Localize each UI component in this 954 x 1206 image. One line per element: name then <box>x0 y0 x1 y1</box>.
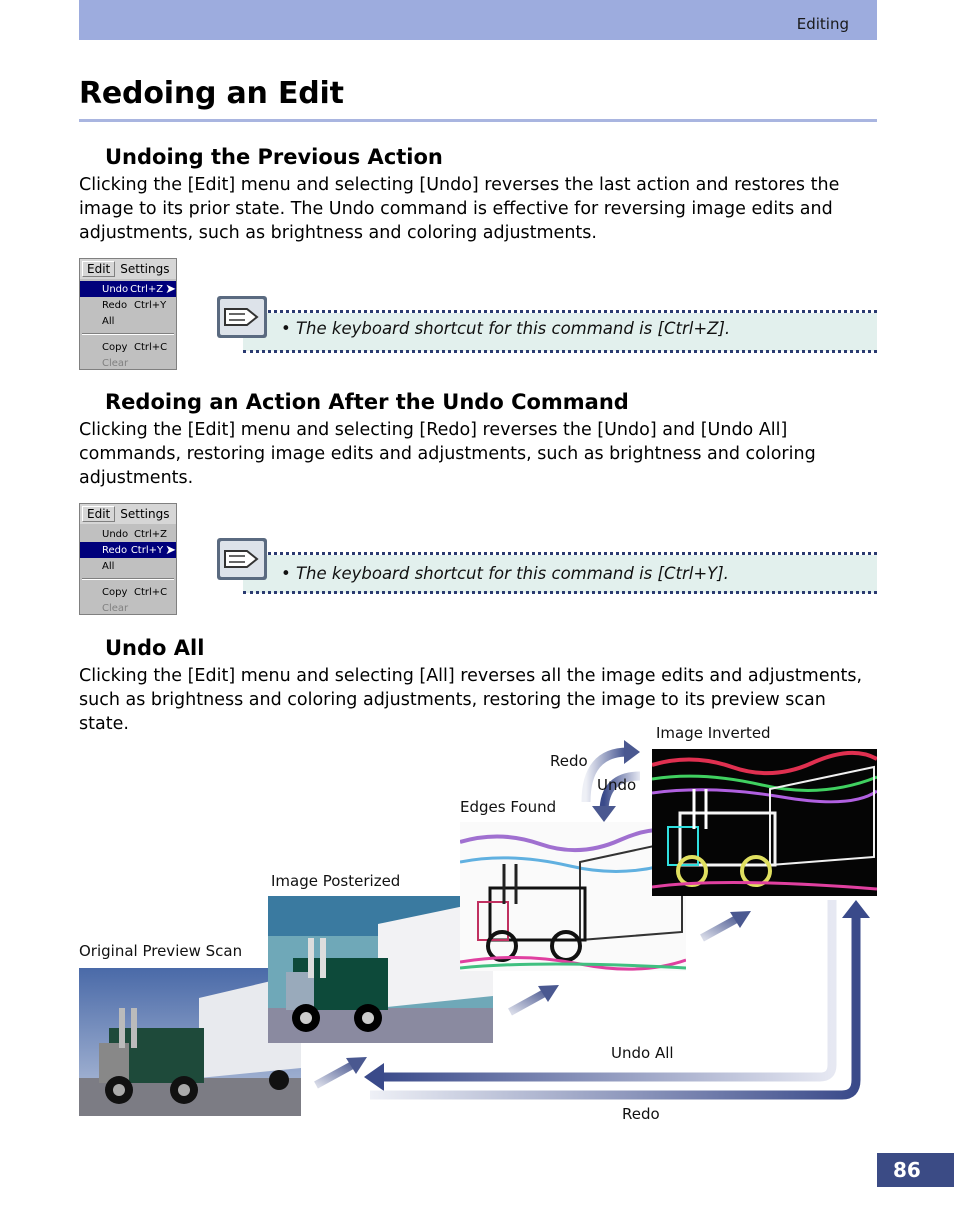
cursor-icon: ➤ <box>165 542 176 558</box>
section-body-undo: Clicking the [Edit] menu and selecting [Undo] reverses the last action and restores the image to its prior state. The Undo command is effective for reversing image edits and adjustments, such as brightness and coloring adjustments. <box>79 175 840 243</box>
menu-item-redo: Redo Ctrl+Y <box>102 299 167 311</box>
section-heading-redo: Redoing an Action After the Undo Command <box>105 390 629 414</box>
truck-inverted-image <box>652 749 877 896</box>
caption-posterized: Image Posterized <box>271 872 401 890</box>
menu-item-copy: Copy Ctrl+C <box>102 341 168 353</box>
section-label: Editing <box>796 15 849 33</box>
menu-settings: Settings <box>120 262 170 276</box>
caption-original: Original Preview Scan <box>79 942 243 960</box>
menu-item-copy: Copy Ctrl+C <box>102 586 168 598</box>
label-undo-top: Undo <box>597 776 637 794</box>
note-text-ctrl-z: • The keyboard shortcut for this command is [Ctrl+Z]. <box>281 319 731 338</box>
menu-item-all: All <box>102 560 115 572</box>
menu-item-undo: Undo Ctrl+Z ➤ <box>80 281 176 297</box>
section-body-redo: Clicking the [Edit] menu and selecting [Redo] reverses the [Undo] and [Undo All] commands, restoring image edits and adjustments, such as brightness and coloring adjustments. <box>79 420 816 488</box>
menu-item-clear: Clear <box>102 357 129 369</box>
section-heading-undo: Undoing the Previous Action <box>105 145 443 169</box>
cursor-icon: ➤ <box>165 281 176 297</box>
menu-item-redo: Redo Ctrl+Y ➤ <box>80 542 176 558</box>
menu-item-undo: Undo Ctrl+Z <box>102 528 168 540</box>
menu-settings: Settings <box>120 507 170 521</box>
label-redo-top: Redo <box>550 752 588 770</box>
menu-item-clear: Clear <box>102 602 129 614</box>
label-redo-bottom: Redo <box>622 1105 660 1123</box>
section-heading-undo-all: Undo All <box>105 636 205 660</box>
note-text-ctrl-y: • The keyboard shortcut for this command is [Ctrl+Y]. <box>281 564 729 583</box>
section-body-undo-all: Clicking the [Edit] menu and selecting [All] reverses all the image edits and adjustments, such as brightness and coloring adjustments, restoring the image to its preview scan state. <box>79 666 863 734</box>
label-undo-all: Undo All <box>611 1044 674 1062</box>
caption-edges: Edges Found <box>460 798 557 816</box>
menu-edit: Edit <box>82 261 115 277</box>
page-number: 86 <box>877 1153 954 1187</box>
menu-edit: Edit <box>82 506 115 522</box>
page-title: Redoing an Edit <box>79 76 344 111</box>
caption-inverted: Image Inverted <box>656 724 771 742</box>
menu-item-all: All <box>102 315 115 327</box>
